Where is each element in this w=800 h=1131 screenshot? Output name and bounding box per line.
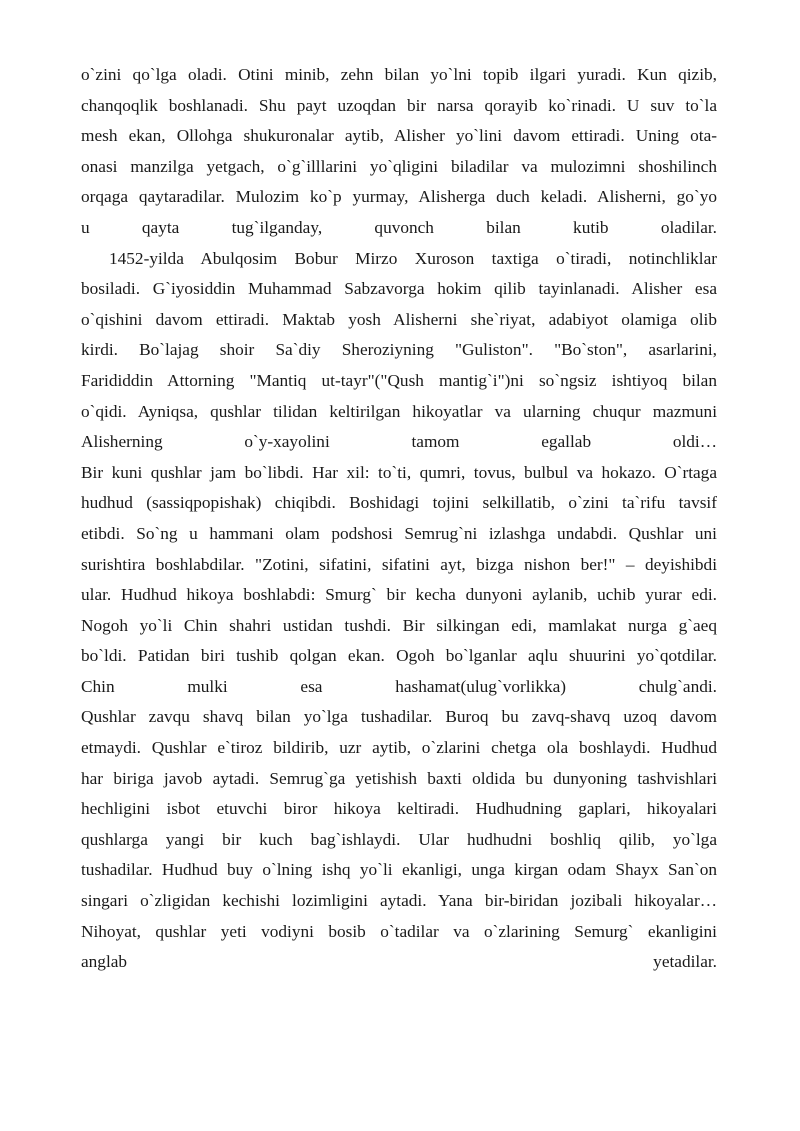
text-line: tushadilar. Hudhud buy o`lning ishq yo`li ekanligi, unga kirgan odam Shayx San`on bbox=[81, 860, 717, 880]
text-line: kirdi. Bo`lajag shoir Sa`diy Sheroziyning "Guliston". "Bo`ston", asarlarini, bbox=[81, 340, 717, 360]
text-line: Qushlar zavqu shavq bilan yo`lga tushadilar. Buroq bu zavq-shavq uzoq davom bbox=[81, 707, 717, 727]
text-line: qushlarga yangi bir kuch bag`ishlaydi. Ular hudhudni boshliq qilib, yo`lga bbox=[81, 829, 717, 849]
text-line: anglab yetadilar. bbox=[81, 952, 717, 972]
text-line: bo`ldi. Patidan biri tushib qolgan ekan. Ogoh bo`lganlar aqlu shuurini yo`qotdilar. bbox=[81, 646, 717, 666]
text-line: hechligini isbot etuvchi biror hikoya keltiradi. Hudhudning gaplari, hikoyalari bbox=[81, 799, 717, 819]
text-line: 1452-yilda Abulqosim Bobur Mirzo Xuroson taxtiga o`tiradi, notinchliklar bbox=[109, 248, 717, 268]
text-line: o`qishini davom ettiradi. Maktab yosh Alisherni she`riyat, adabiyot olamiga olib bbox=[81, 309, 717, 329]
document-body bbox=[81, 60, 717, 978]
text-line: mesh ekan, Ollohga shukuronalar aytib, Alisher yo`lini davom ettiradi. Uning ota- bbox=[81, 126, 717, 146]
text-line: surishtira boshlabdilar. "Zotini, sifatini, sifatini ayt, bizga nishon ber!" – deyishibdi bbox=[81, 554, 717, 574]
text-line: Nogoh yo`li Chin shahri ustidan tushdi. Bir silkingan edi, mamlakat nurga g`aeq bbox=[81, 615, 717, 635]
text-line: orqaga qaytaradilar. Mulozim ko`p yurmay, Alisherga duch keladi. Alisherni, go`yo bbox=[81, 187, 717, 207]
text-line: Nihoyat, qushlar yeti vodiyni bosib o`tadilar va o`zlarining Semurg` ekanligini bbox=[81, 921, 717, 941]
text-line: hudhud (sassiqpopishak) chiqibdi. Boshidagi tojini selkillatib, o`zini ta`rifu tavsif bbox=[81, 493, 717, 513]
text-line: Chin mulki esa hashamat(ulug`vorlikka) chulg`andi. bbox=[81, 676, 717, 696]
text-line: o`zini qo`lga oladi. Otini minib, zehn bilan yo`lni topib ilgari yuradi. Kun qizib, bbox=[81, 65, 717, 84]
text-line: Farididdin Attorning "Mantiq ut-tayr"("Qush mantig`i")ni so`ngsiz ishtiyoq bilan bbox=[81, 370, 717, 390]
text-line: etibdi. So`ng u hammani olam podshosi Semrug`ni izlashga undabdi. Qushlar uni bbox=[81, 523, 717, 543]
text-line: Bir kuni qushlar jam bo`libdi. Har xil: to`ti, qumri, tovus, bulbul va hokazo. O`rtaga bbox=[81, 462, 717, 482]
text-line: bosiladi. G`iyosiddin Muhammad Sabzavorga hokim qilib tayinlanadi. Alisher esa bbox=[81, 279, 717, 299]
text-line: har biriga javob aytadi. Semrug`ga yetishish baxti oldida bu dunyoning tashvishlari bbox=[81, 768, 717, 788]
text-line: etmaydi. Qushlar e`tiroz bildirib, uzr aytib, o`zlarini chetga ola boshlaydi. Hudhud bbox=[81, 738, 717, 758]
text-line: chanqoqlik boshlanadi. Shu payt uzoqdan bir narsa qorayib ko`rinadi. U suv to`la bbox=[81, 95, 717, 115]
text-line: u qayta tug`ilganday, quvonch bilan kutib oladilar. bbox=[81, 217, 717, 237]
text-line: onasi manzilga yetgach, o`g`illlarini yo`qligini biladilar va mulozimni shoshilinch bbox=[81, 156, 717, 176]
text-line: singari o`zligidan kechishi lozimligini aytadi. Yana bir-biridan jozibali hikoyalar… bbox=[81, 891, 717, 911]
text-line: ular. Hudhud hikoya boshlabdi: Smurg` bir kecha dunyoni aylanib, uchib yurar edi. bbox=[81, 585, 717, 605]
text-line: o`qidi. Ayniqsa, qushlar tilidan keltirilgan hikoyatlar va ularning chuqur mazmuni bbox=[81, 401, 717, 421]
text-line: Alisherning o`y-xayolini tamom egallab oldi… bbox=[81, 432, 717, 452]
